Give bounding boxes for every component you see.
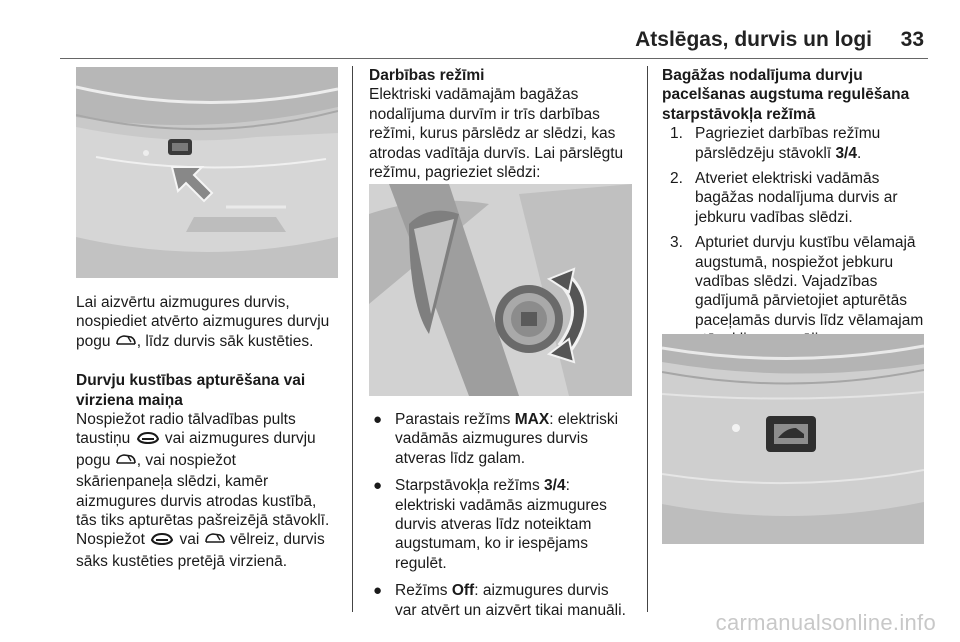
car-remote-icon <box>135 431 161 450</box>
tailgate-button-icon <box>204 532 226 551</box>
middle-column <box>369 66 641 182</box>
mode-switch-figure <box>369 184 632 396</box>
watermark: carmanualsonline.info <box>715 610 936 635</box>
operating-modes-heading: Darbības režīmi <box>369 67 485 84</box>
bullet-icon: ● <box>373 477 383 495</box>
stop-movement-paragraph: Nospiežot radio tālvadības pults taustiņu vai aizmugures durvju pogu , vai nospiežot skārienpaneļa slēdzi, kamēr aizmugures durvis atrodas kustībā, tās tiks apturētas pašreizējā stāvoklī. Nospiežot vai vēlreiz, durvis sāks kustēties pretējā virzienā. <box>76 411 330 570</box>
list-item: 3. Apturiet durvju kustību vēlamajā augstumā, nospiežot jebkuru vadības slēdzi. Vajadzības gadījumā pārvietojiet apturētās paceļamās durvis līdz vēlamajam <box>670 234 924 329</box>
page-title: Atslēgas, durvis un logi <box>635 28 872 51</box>
middle-column-bullets <box>369 410 641 628</box>
tailgate-button-icon <box>115 334 137 353</box>
list-item: ● Režīms Off: aizmugures durvis var atvērt un aizvērt tikai manuāli. <box>373 582 626 619</box>
list-item: ● Starpstāvokļa režīms 3/4: elektriski vadāmās aizmugures durvis atveras līdz noteiktam augstumam, ko ir iespējams regulēt. <box>373 477 607 572</box>
operating-modes-intro: Elektriski vadāmajām bagāžas nodalījuma durvīm ir trīs darbības režīmi, kurus pārslēdz ar slēdzi, kas atrodas vadītāja durvīs. Lai pārslēgtu režīmu, pagrieziet slēdzi: <box>369 86 624 182</box>
tailgate-button-icon <box>115 453 137 472</box>
tailgate-button-illustration <box>76 67 338 278</box>
page-number: 33 <box>900 28 924 51</box>
column-divider-left <box>352 66 353 612</box>
height-adjust-heading: Bagāžas nodalījuma durvju pacelšanas augstuma regulēšana starpstāvokļa režīmā <box>662 67 910 123</box>
close-instruction-paragraph: Lai aizvērtu aizmugures durvis, nospiediet atvērto aizmugures durvju pogu , līdz durvis sāk kustēties. <box>76 293 346 353</box>
list-item: 2. Atveriet elektriski vadāmās bagāžas nodalījuma durvis ar jebkuru vadības slēdzi. <box>670 170 898 226</box>
mode-switch-illustration <box>369 184 632 396</box>
list-item: ● Parastais režīms MAX: elektriski vadāmās aizmugures durvis atveras līdz galam. <box>373 411 619 467</box>
tailgate-switch-illustration <box>662 334 924 544</box>
car-remote-icon <box>149 532 175 551</box>
header-rule <box>60 58 928 59</box>
height-adjust-steps <box>670 124 934 349</box>
bullet-icon: ● <box>373 582 383 600</box>
column-divider-right <box>647 66 648 612</box>
tailgate-switch-figure <box>662 334 924 544</box>
tailgate-button-figure <box>76 67 338 278</box>
list-item: 1. Pagrieziet darbības režīmu pārslēdzēju stāvoklī 3/4. <box>670 125 881 162</box>
mode-list <box>369 410 641 620</box>
left-column <box>76 293 346 571</box>
bullet-icon: ● <box>373 411 383 428</box>
page-header <box>60 28 928 58</box>
stop-movement-heading: Durvju kustības apturēšana vai virziena maiņa <box>76 372 306 409</box>
right-column <box>662 66 934 356</box>
